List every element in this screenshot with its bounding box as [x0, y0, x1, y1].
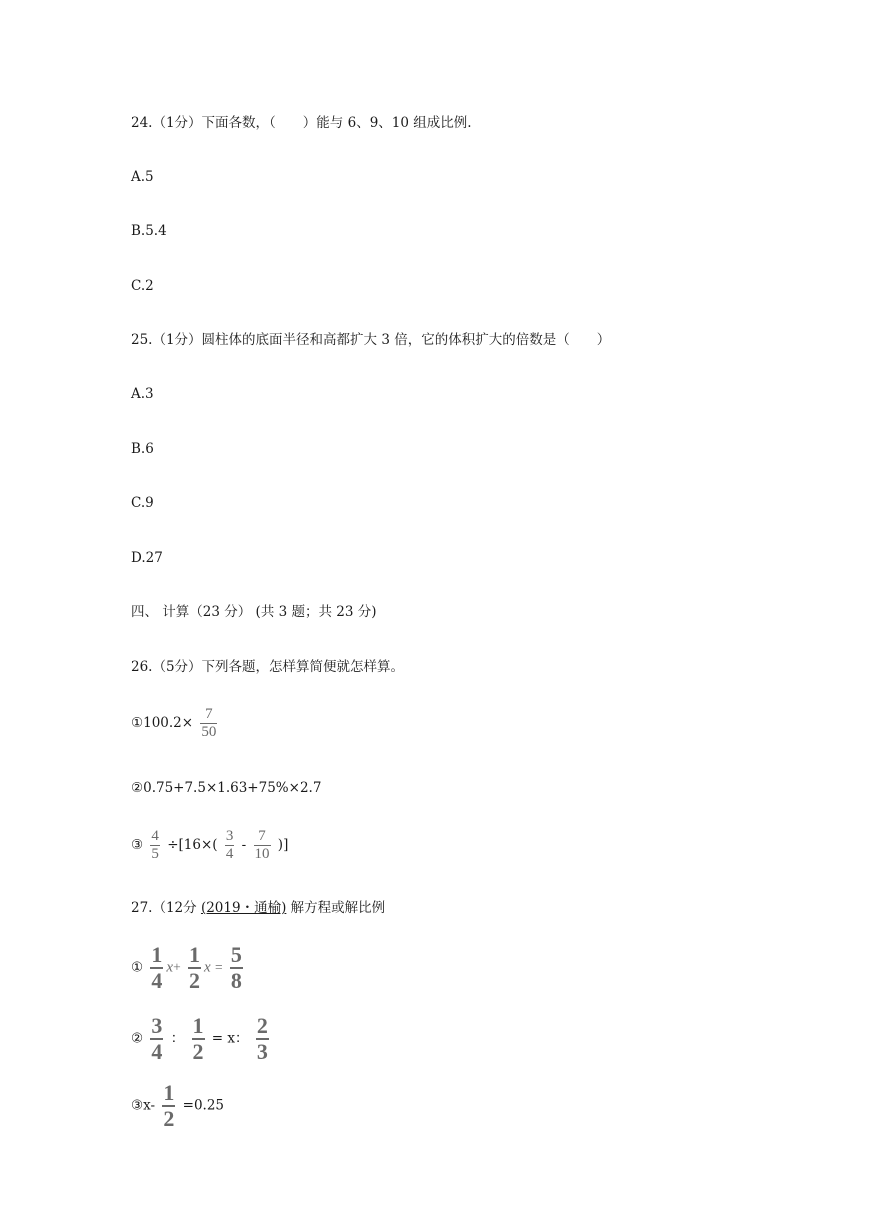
question-27-item-3 — [131, 1082, 224, 1130]
fraction — [200, 707, 217, 740]
fraction-denominator: 10 — [254, 846, 270, 862]
fraction — [225, 829, 235, 862]
fraction-denominator: 50 — [201, 724, 217, 740]
fraction-denominator: 4 — [151, 968, 163, 993]
q26-item3-minus: - — [241, 837, 247, 853]
section-4-title: 四、 计算（23 分） (共 3 题；共 23 分) — [131, 604, 377, 620]
question-27-item-1 — [131, 944, 246, 992]
fraction-numerator: 3 — [225, 828, 234, 844]
fraction-numerator: 1 — [189, 942, 200, 967]
fraction — [192, 1015, 205, 1063]
fraction — [150, 829, 160, 862]
q26-item3-mid: ÷[16×( — [167, 837, 218, 853]
q27-stem-prefix: 27.（12分 — [131, 900, 197, 916]
ratio-colon: ： — [170, 1030, 185, 1047]
fraction — [256, 1015, 269, 1063]
q26-item3-end: )] — [277, 837, 289, 853]
fraction — [150, 1015, 163, 1063]
variable-x: x — [166, 959, 174, 976]
fraction-denominator: 8 — [230, 968, 242, 993]
fraction-denominator: 5 — [151, 846, 159, 862]
variable-x: x — [204, 959, 211, 976]
q27-item2-marker: ② — [131, 1030, 144, 1047]
q27-item3-suffix: =0.25 — [182, 1097, 225, 1114]
fraction-numerator: 2 — [256, 1013, 268, 1038]
question-25-option-a: A.3 — [131, 386, 154, 402]
fraction-denominator: 2 — [189, 968, 200, 993]
question-27-item-2 — [131, 1015, 272, 1063]
q27-item3-prefix: ③x- — [131, 1097, 156, 1114]
question-26-stem: 26.（5分）下列各题，怎样算简便就怎样算。 — [131, 659, 405, 675]
equals-sign: = — [214, 959, 223, 975]
fraction-denominator: 4 — [225, 846, 234, 862]
fraction-numerator: 3 — [151, 1013, 163, 1038]
question-24-option-c: C.2 — [131, 278, 154, 294]
question-26-item-3 — [131, 829, 288, 862]
q27-stem-suffix: 解方程或解比例 — [290, 900, 386, 916]
fraction — [162, 1082, 175, 1130]
fraction — [188, 944, 201, 992]
fraction-denominator: 2 — [163, 1106, 175, 1131]
fraction — [254, 829, 271, 862]
plus-sign: + — [173, 959, 181, 975]
fraction-numerator: 1 — [163, 1080, 175, 1105]
fraction-numerator: 7 — [205, 706, 213, 722]
fraction-numerator: 1 — [151, 942, 163, 967]
fraction-denominator: 4 — [151, 1039, 163, 1064]
fraction-numerator: 7 — [258, 828, 266, 844]
fraction — [150, 944, 163, 992]
q27-item2-mid: = x： — [211, 1030, 249, 1047]
question-24-stem: 24.（1分）下面各数，（ ）能与 6、9、10 组成比例. — [131, 115, 472, 131]
fraction-denominator: 2 — [192, 1039, 204, 1064]
fraction — [230, 944, 243, 992]
q27-source-link[interactable]: (2019・通榆) — [200, 900, 287, 916]
question-26-item-2: ②0.75+7.5×1.63+75%×2.7 — [131, 780, 322, 796]
question-24-option-b: B.5.4 — [131, 223, 167, 239]
q26-item3-marker: ③ — [131, 837, 144, 853]
q26-item1-prefix: ①100.2× — [131, 715, 194, 731]
question-25-option-d: D.27 — [131, 550, 163, 566]
question-24-option-a: A.5 — [131, 169, 154, 185]
fraction-numerator: 4 — [151, 828, 159, 844]
fraction-numerator: 5 — [230, 942, 242, 967]
question-27-stem — [131, 898, 385, 918]
fraction-numerator: 1 — [192, 1013, 204, 1038]
fraction-denominator: 3 — [256, 1039, 268, 1064]
question-25-stem: 25.（1分）圆柱体的底面半径和高都扩大 3 倍，它的体积扩大的倍数是（ ） — [131, 332, 611, 348]
question-25-option-c: C.9 — [131, 495, 154, 511]
question-25-option-b: B.6 — [131, 441, 154, 457]
q27-item1-marker: ① — [131, 959, 144, 976]
question-26-item-1 — [131, 707, 220, 740]
